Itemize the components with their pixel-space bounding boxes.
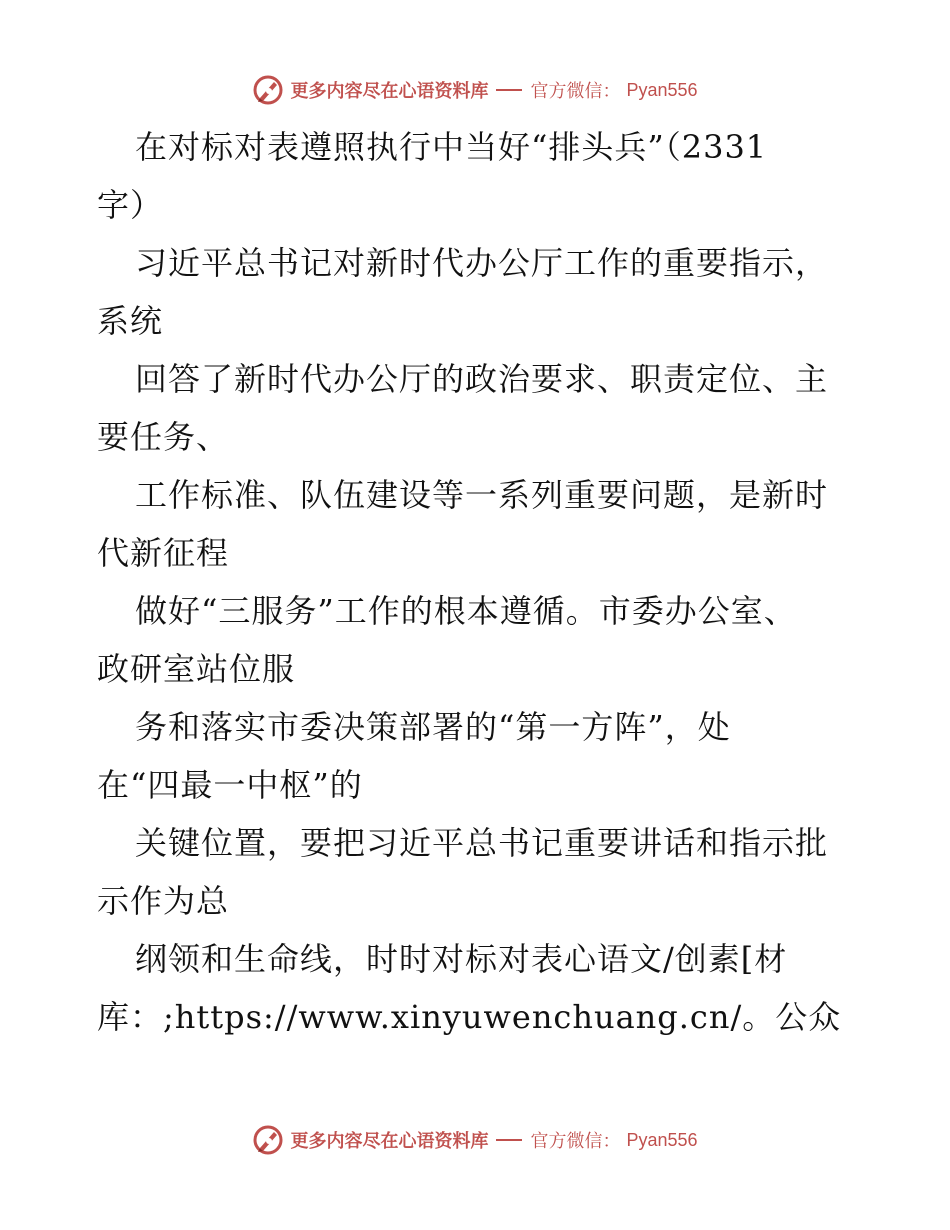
paragraph-line: 政研室站位服 (97, 650, 296, 688)
paragraph-line: 纲领和生命线，时时对标对表心语文/创素[材 (135, 940, 788, 978)
footer-brand-text: 更多内容尽在心语资料库 (290, 1131, 489, 1152)
footer-banner-inner (252, 1124, 697, 1156)
header-banner-inner (252, 74, 697, 106)
header-wechat-id: Pyan556 (626, 79, 698, 100)
paragraph-line: 回答了新时代办公厅的政治要求、职责定位、主 (135, 360, 829, 398)
pen-logo-icon (252, 1124, 284, 1156)
header-brand-text: 更多内容尽在心语资料库 (290, 81, 489, 102)
paragraph-line: 库：;https://www.xinyuwenchuang.cn/。公众 (97, 998, 842, 1036)
paragraph-line: 系统 (97, 302, 164, 340)
paragraph-line: 务和落实市委决策部署的“第一方阵”，处 (135, 708, 731, 746)
header-banner (0, 70, 950, 110)
footer-dash (496, 1139, 522, 1141)
document-body (97, 118, 897, 1046)
header-wechat-label: 官方微信： (530, 81, 621, 102)
paragraph-line: 示作为总 (97, 882, 230, 920)
footer-wechat-label: 官方微信： (530, 1131, 621, 1152)
paragraph-line: 工作标准、队伍建设等一系列重要问题，是新时 (135, 476, 829, 514)
paragraph-line: 在“四最一中枢”的 (97, 766, 363, 804)
footer-banner (0, 1120, 950, 1160)
footer-wechat-id: Pyan556 (626, 1129, 698, 1150)
paragraph-line: 做好“三服务”工作的根本遵循。市委办公室、 (135, 592, 797, 630)
title-line-continued: 字） (97, 186, 164, 224)
title-line: 在对标对表遵照执行中当好“排头兵”（2331 (135, 128, 768, 166)
paragraph-line: 代新征程 (97, 534, 230, 572)
pen-logo-icon (252, 74, 284, 106)
paragraph-line: 要任务、 (97, 418, 230, 456)
paragraph-line: 习近平总书记对新时代办公厅工作的重要指示， (135, 244, 829, 282)
paragraph-line: 关键位置，要把习近平总书记重要讲话和指示批 (135, 824, 829, 862)
header-dash (496, 89, 522, 91)
